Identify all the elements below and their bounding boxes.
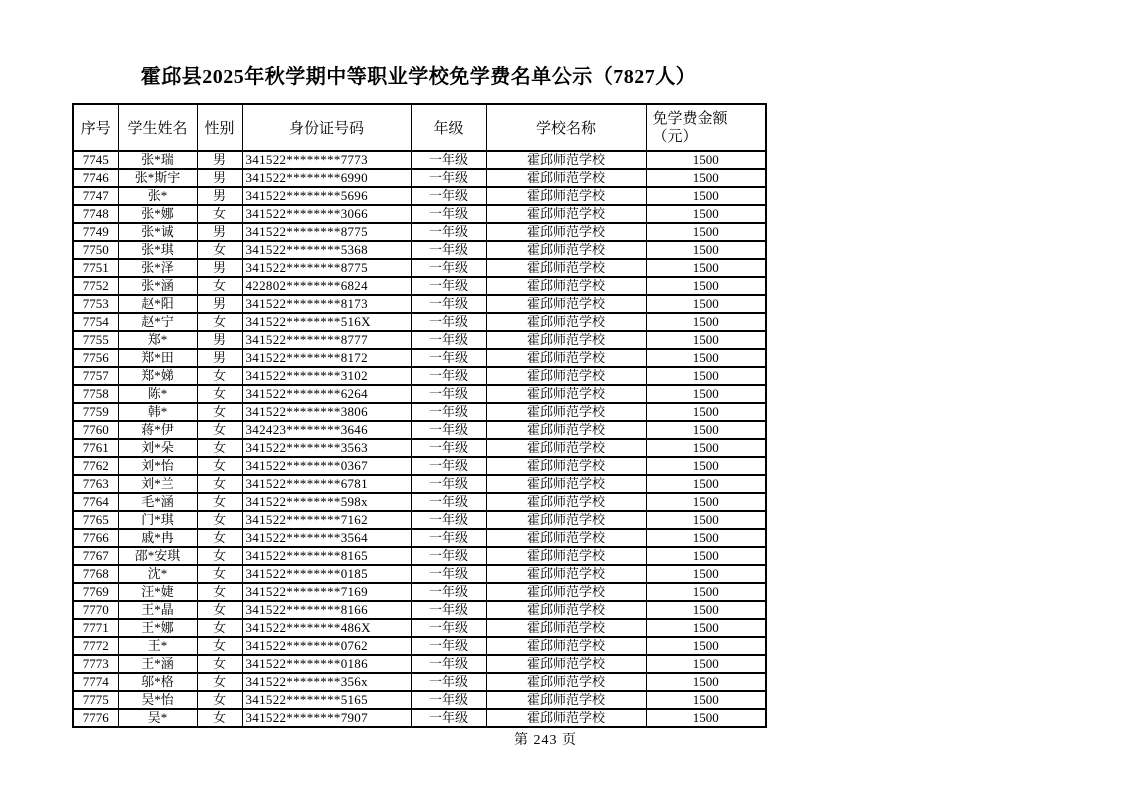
cell-grade: 一年级 — [411, 331, 486, 349]
cell-id: 341522********3102 — [242, 367, 411, 385]
cell-gender: 女 — [197, 277, 242, 295]
cell-grade: 一年级 — [411, 655, 486, 673]
table-row — [73, 619, 766, 637]
cell-serial: 7771 — [73, 619, 118, 637]
cell-name: 王*涵 — [118, 655, 197, 673]
cell-gender: 女 — [197, 709, 242, 727]
cell-id: 341522********0367 — [242, 457, 411, 475]
cell-name: 赵*阳 — [118, 295, 197, 313]
cell-amount: 1500 — [646, 151, 766, 169]
cell-name: 门*琪 — [118, 511, 197, 529]
cell-id: 341522********6990 — [242, 169, 411, 187]
cell-school: 霍邱师范学校 — [486, 403, 646, 421]
cell-serial: 7755 — [73, 331, 118, 349]
cell-amount: 1500 — [646, 223, 766, 241]
table-row — [73, 475, 766, 493]
cell-serial: 7776 — [73, 709, 118, 727]
cell-name: 王*晶 — [118, 601, 197, 619]
cell-name: 陈* — [118, 385, 197, 403]
cell-grade: 一年级 — [411, 205, 486, 223]
header-serial: 序号 — [73, 104, 118, 151]
cell-amount: 1500 — [646, 349, 766, 367]
cell-amount: 1500 — [646, 187, 766, 205]
cell-school: 霍邱师范学校 — [486, 241, 646, 259]
cell-id: 341522********516X — [242, 313, 411, 331]
cell-school: 霍邱师范学校 — [486, 673, 646, 691]
cell-serial: 7745 — [73, 151, 118, 169]
cell-name: 刘*怡 — [118, 457, 197, 475]
cell-amount: 1500 — [646, 313, 766, 331]
cell-grade: 一年级 — [411, 565, 486, 583]
cell-amount: 1500 — [646, 439, 766, 457]
cell-grade: 一年级 — [411, 547, 486, 565]
cell-id: 341522********8173 — [242, 295, 411, 313]
cell-gender: 女 — [197, 637, 242, 655]
cell-name: 郑*娣 — [118, 367, 197, 385]
table-row — [73, 601, 766, 619]
cell-school: 霍邱师范学校 — [486, 205, 646, 223]
cell-serial: 7772 — [73, 637, 118, 655]
cell-serial: 7750 — [73, 241, 118, 259]
cell-school: 霍邱师范学校 — [486, 169, 646, 187]
cell-grade: 一年级 — [411, 691, 486, 709]
cell-name: 张*瑞 — [118, 151, 197, 169]
cell-amount: 1500 — [646, 169, 766, 187]
cell-name: 郑*田 — [118, 349, 197, 367]
cell-id: 341522********5368 — [242, 241, 411, 259]
cell-amount: 1500 — [646, 511, 766, 529]
cell-gender: 男 — [197, 169, 242, 187]
cell-gender: 女 — [197, 511, 242, 529]
table-row — [73, 223, 766, 241]
cell-serial: 7764 — [73, 493, 118, 511]
cell-name: 刘*兰 — [118, 475, 197, 493]
cell-grade: 一年级 — [411, 277, 486, 295]
cell-school: 霍邱师范学校 — [486, 349, 646, 367]
cell-grade: 一年级 — [411, 241, 486, 259]
cell-id: 341522********8775 — [242, 223, 411, 241]
cell-id: 341522********0762 — [242, 637, 411, 655]
cell-serial: 7758 — [73, 385, 118, 403]
table-row — [73, 583, 766, 601]
cell-gender: 女 — [197, 493, 242, 511]
cell-name: 张*斯宇 — [118, 169, 197, 187]
cell-serial: 7773 — [73, 655, 118, 673]
cell-id: 341522********3564 — [242, 529, 411, 547]
cell-id: 341522********8775 — [242, 259, 411, 277]
cell-school: 霍邱师范学校 — [486, 259, 646, 277]
table-row — [73, 169, 766, 187]
cell-gender: 女 — [197, 565, 242, 583]
cell-school: 霍邱师范学校 — [486, 637, 646, 655]
header-amount-line1: 免学费金额 — [652, 110, 728, 127]
cell-gender: 女 — [197, 241, 242, 259]
cell-serial: 7761 — [73, 439, 118, 457]
cell-gender: 女 — [197, 421, 242, 439]
cell-gender: 男 — [197, 331, 242, 349]
cell-school: 霍邱师范学校 — [486, 619, 646, 637]
cell-name: 张*诚 — [118, 223, 197, 241]
cell-amount: 1500 — [646, 655, 766, 673]
cell-grade: 一年级 — [411, 475, 486, 493]
table-row — [73, 709, 766, 727]
table-row — [73, 277, 766, 295]
table-row — [73, 403, 766, 421]
cell-school: 霍邱师范学校 — [486, 655, 646, 673]
cell-serial: 7769 — [73, 583, 118, 601]
header-gender: 性别 — [197, 104, 242, 151]
cell-gender: 女 — [197, 529, 242, 547]
cell-id: 341522********7773 — [242, 151, 411, 169]
cell-school: 霍邱师范学校 — [486, 367, 646, 385]
cell-grade: 一年级 — [411, 169, 486, 187]
cell-gender: 男 — [197, 151, 242, 169]
cell-name: 沈* — [118, 565, 197, 583]
cell-amount: 1500 — [646, 565, 766, 583]
table-row — [73, 331, 766, 349]
cell-school: 霍邱师范学校 — [486, 295, 646, 313]
cell-name: 邵*安琪 — [118, 547, 197, 565]
cell-grade: 一年级 — [411, 709, 486, 727]
table-row — [73, 547, 766, 565]
table-row — [73, 313, 766, 331]
cell-serial: 7774 — [73, 673, 118, 691]
cell-grade: 一年级 — [411, 367, 486, 385]
cell-serial: 7763 — [73, 475, 118, 493]
cell-gender: 男 — [197, 223, 242, 241]
cell-id: 341522********356x — [242, 673, 411, 691]
cell-name: 吴*怡 — [118, 691, 197, 709]
cell-id: 341522********3563 — [242, 439, 411, 457]
cell-amount: 1500 — [646, 529, 766, 547]
table-row — [73, 295, 766, 313]
cell-gender: 女 — [197, 205, 242, 223]
cell-gender: 女 — [197, 547, 242, 565]
cell-id: 341522********0185 — [242, 565, 411, 583]
cell-serial: 7754 — [73, 313, 118, 331]
table-body — [73, 151, 766, 727]
cell-serial: 7747 — [73, 187, 118, 205]
cell-amount: 1500 — [646, 367, 766, 385]
cell-amount: 1500 — [646, 637, 766, 655]
cell-gender: 女 — [197, 601, 242, 619]
table-row — [73, 187, 766, 205]
cell-serial: 7746 — [73, 169, 118, 187]
cell-name: 蒋*伊 — [118, 421, 197, 439]
cell-id: 341522********5165 — [242, 691, 411, 709]
table-row — [73, 349, 766, 367]
cell-id: 341522********3806 — [242, 403, 411, 421]
cell-school: 霍邱师范学校 — [486, 187, 646, 205]
cell-name: 刘*朵 — [118, 439, 197, 457]
cell-id: 342423********3646 — [242, 421, 411, 439]
cell-name: 吴* — [118, 709, 197, 727]
cell-school: 霍邱师范学校 — [486, 223, 646, 241]
cell-serial: 7748 — [73, 205, 118, 223]
cell-name: 郑* — [118, 331, 197, 349]
cell-name: 韩* — [118, 403, 197, 421]
cell-school: 霍邱师范学校 — [486, 547, 646, 565]
cell-amount: 1500 — [646, 457, 766, 475]
table-row — [73, 241, 766, 259]
cell-id: 341522********7907 — [242, 709, 411, 727]
header-grade: 年级 — [411, 104, 486, 151]
cell-school: 霍邱师范学校 — [486, 565, 646, 583]
cell-gender: 女 — [197, 619, 242, 637]
cell-gender: 女 — [197, 403, 242, 421]
cell-amount: 1500 — [646, 403, 766, 421]
cell-amount: 1500 — [646, 475, 766, 493]
header-amount-line2: （元） — [652, 128, 698, 145]
cell-serial: 7762 — [73, 457, 118, 475]
cell-school: 霍邱师范学校 — [486, 529, 646, 547]
header-name: 学生姓名 — [118, 104, 197, 151]
cell-school: 霍邱师范学校 — [486, 385, 646, 403]
cell-gender: 女 — [197, 673, 242, 691]
cell-amount: 1500 — [646, 205, 766, 223]
cell-school: 霍邱师范学校 — [486, 331, 646, 349]
cell-id: 341522********8165 — [242, 547, 411, 565]
cell-serial: 7770 — [73, 601, 118, 619]
cell-name: 张*琪 — [118, 241, 197, 259]
table-row — [73, 457, 766, 475]
cell-grade: 一年级 — [411, 421, 486, 439]
cell-id: 341522********6781 — [242, 475, 411, 493]
cell-school: 霍邱师范学校 — [486, 601, 646, 619]
table-row — [73, 655, 766, 673]
cell-gender: 男 — [197, 349, 242, 367]
cell-amount: 1500 — [646, 583, 766, 601]
cell-serial: 7767 — [73, 547, 118, 565]
table-row — [73, 529, 766, 547]
table-row — [73, 637, 766, 655]
cell-amount: 1500 — [646, 385, 766, 403]
cell-amount: 1500 — [646, 673, 766, 691]
cell-gender: 女 — [197, 439, 242, 457]
cell-serial: 7753 — [73, 295, 118, 313]
cell-grade: 一年级 — [411, 349, 486, 367]
cell-grade: 一年级 — [411, 673, 486, 691]
cell-amount: 1500 — [646, 709, 766, 727]
cell-gender: 女 — [197, 655, 242, 673]
cell-grade: 一年级 — [411, 583, 486, 601]
cell-school: 霍邱师范学校 — [486, 583, 646, 601]
cell-grade: 一年级 — [411, 511, 486, 529]
cell-id: 341522********0186 — [242, 655, 411, 673]
cell-amount: 1500 — [646, 241, 766, 259]
cell-serial: 7756 — [73, 349, 118, 367]
table-row — [73, 691, 766, 709]
table-row — [73, 493, 766, 511]
cell-name: 毛*涵 — [118, 493, 197, 511]
table-row — [73, 421, 766, 439]
cell-grade: 一年级 — [411, 223, 486, 241]
cell-name: 王* — [118, 637, 197, 655]
cell-serial: 7757 — [73, 367, 118, 385]
cell-school: 霍邱师范学校 — [486, 709, 646, 727]
cell-serial: 7752 — [73, 277, 118, 295]
cell-id: 341522********5696 — [242, 187, 411, 205]
table-row — [73, 151, 766, 169]
cell-amount: 1500 — [646, 601, 766, 619]
cell-id: 341522********6264 — [242, 385, 411, 403]
cell-school: 霍邱师范学校 — [486, 421, 646, 439]
cell-serial: 7759 — [73, 403, 118, 421]
cell-school: 霍邱师范学校 — [486, 151, 646, 169]
cell-amount: 1500 — [646, 277, 766, 295]
cell-grade: 一年级 — [411, 619, 486, 637]
cell-id: 341522********7169 — [242, 583, 411, 601]
header-row — [73, 104, 766, 151]
cell-id: 341522********486X — [242, 619, 411, 637]
cell-gender: 女 — [197, 313, 242, 331]
cell-grade: 一年级 — [411, 151, 486, 169]
cell-name: 赵*宁 — [118, 313, 197, 331]
table-row — [73, 673, 766, 691]
cell-gender: 男 — [197, 259, 242, 277]
cell-name: 王*娜 — [118, 619, 197, 637]
cell-name: 张*娜 — [118, 205, 197, 223]
cell-school: 霍邱师范学校 — [486, 457, 646, 475]
cell-serial: 7765 — [73, 511, 118, 529]
cell-id: 341522********598x — [242, 493, 411, 511]
cell-grade: 一年级 — [411, 313, 486, 331]
table-row — [73, 565, 766, 583]
cell-grade: 一年级 — [411, 493, 486, 511]
cell-grade: 一年级 — [411, 385, 486, 403]
exemption-table — [72, 103, 767, 728]
cell-id: 341522********7162 — [242, 511, 411, 529]
cell-grade: 一年级 — [411, 259, 486, 277]
cell-amount: 1500 — [646, 547, 766, 565]
cell-amount: 1500 — [646, 691, 766, 709]
cell-grade: 一年级 — [411, 439, 486, 457]
cell-amount: 1500 — [646, 259, 766, 277]
cell-name: 张* — [118, 187, 197, 205]
cell-amount: 1500 — [646, 295, 766, 313]
cell-id: 341522********8166 — [242, 601, 411, 619]
table-row — [73, 511, 766, 529]
cell-gender: 女 — [197, 457, 242, 475]
cell-amount: 1500 — [646, 493, 766, 511]
cell-name: 邬*格 — [118, 673, 197, 691]
cell-grade: 一年级 — [411, 295, 486, 313]
cell-school: 霍邱师范学校 — [486, 691, 646, 709]
table-row — [73, 259, 766, 277]
cell-school: 霍邱师范学校 — [486, 493, 646, 511]
cell-id: 422802********6824 — [242, 277, 411, 295]
cell-school: 霍邱师范学校 — [486, 439, 646, 457]
cell-gender: 女 — [197, 691, 242, 709]
cell-gender: 女 — [197, 475, 242, 493]
cell-gender: 女 — [197, 385, 242, 403]
cell-grade: 一年级 — [411, 601, 486, 619]
cell-school: 霍邱师范学校 — [486, 313, 646, 331]
cell-grade: 一年级 — [411, 529, 486, 547]
table-row — [73, 205, 766, 223]
cell-school: 霍邱师范学校 — [486, 277, 646, 295]
cell-name: 汪*婕 — [118, 583, 197, 601]
cell-school: 霍邱师范学校 — [486, 511, 646, 529]
header-school: 学校名称 — [486, 104, 646, 151]
table-row — [73, 439, 766, 457]
cell-id: 341522********8172 — [242, 349, 411, 367]
cell-serial: 7751 — [73, 259, 118, 277]
table-row — [73, 367, 766, 385]
cell-gender: 女 — [197, 367, 242, 385]
header-amount — [646, 104, 766, 151]
cell-serial: 7749 — [73, 223, 118, 241]
page-footer: 第 243 页 — [514, 733, 577, 748]
cell-name: 张*泽 — [118, 259, 197, 277]
table-header — [73, 104, 766, 151]
cell-name: 戚*冉 — [118, 529, 197, 547]
cell-id: 341522********8777 — [242, 331, 411, 349]
cell-school: 霍邱师范学校 — [486, 475, 646, 493]
header-id: 身份证号码 — [242, 104, 411, 151]
cell-serial: 7775 — [73, 691, 118, 709]
cell-grade: 一年级 — [411, 637, 486, 655]
cell-serial: 7768 — [73, 565, 118, 583]
page-title: 霍邱县2025年秋学期中等职业学校免学费名单公示（7827人） — [140, 66, 697, 88]
cell-gender: 男 — [197, 295, 242, 313]
table-row — [73, 385, 766, 403]
cell-grade: 一年级 — [411, 187, 486, 205]
cell-amount: 1500 — [646, 619, 766, 637]
cell-id: 341522********3066 — [242, 205, 411, 223]
cell-amount: 1500 — [646, 421, 766, 439]
cell-name: 张*涵 — [118, 277, 197, 295]
cell-serial: 7766 — [73, 529, 118, 547]
cell-grade: 一年级 — [411, 403, 486, 421]
cell-serial: 7760 — [73, 421, 118, 439]
cell-gender: 男 — [197, 187, 242, 205]
cell-gender: 女 — [197, 583, 242, 601]
cell-grade: 一年级 — [411, 457, 486, 475]
cell-amount: 1500 — [646, 331, 766, 349]
